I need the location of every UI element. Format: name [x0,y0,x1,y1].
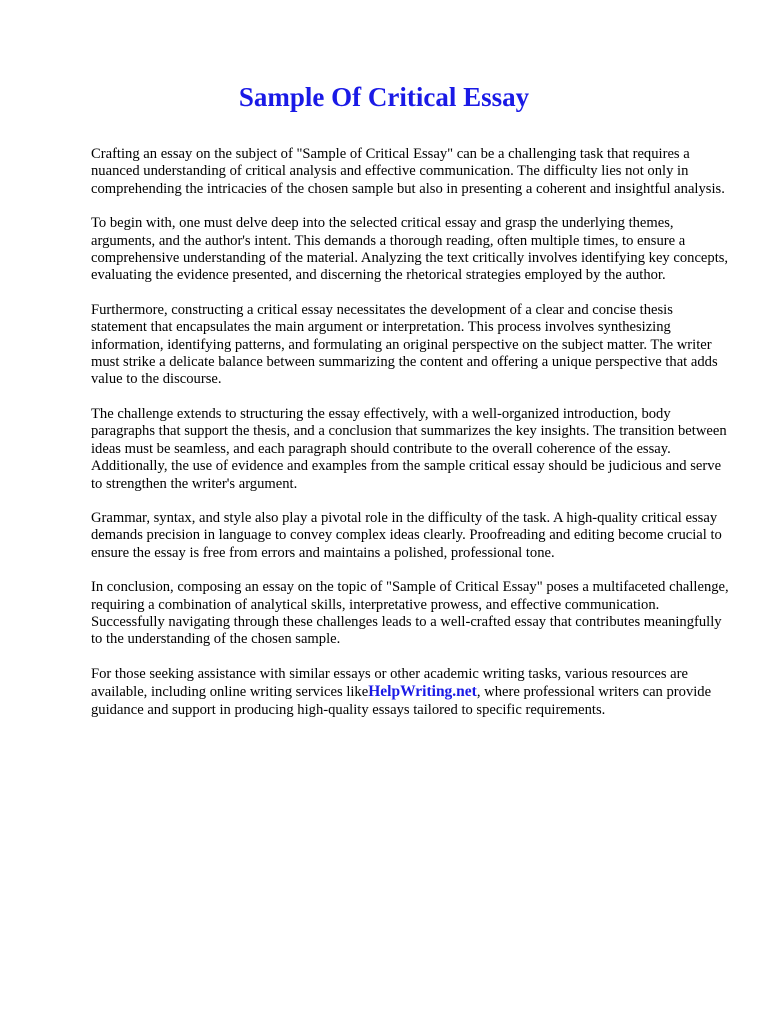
paragraph-5: Grammar, syntax, and style also play a pivotal role in the difficulty of the task. A high-quality critical essay demands precision in language to convey complex ideas clearly. Proofreading and editing become crucial to ensure the essay is free from errors and maintains a polished, professional tone. [91,509,722,561]
paragraph-7-after-link: , where professional writers can provide guidance and support in producing high-quality essays tailored to specific requirements. [91,684,712,718]
paragraph-6: In conclusion, composing an essay on the topic of "Sample of Critical Essay" poses a multifaceted challenge, requiring a combination of analytical skills, interpretative prowess, and effective communication. Successfully navigating through these challenges leads to a well-crafted essay that contributes meaningfully to the understanding of the chosen sample. [91,579,729,648]
page-title: Sample Of Critical Essay [238,82,530,112]
paragraph-3: Furthermore, constructing a critical essay necessitates the development of a clear and concise thesis statement that encapsulates the main argument or interpretation. This process involves synthesizing information, identifying patterns, and formulating an original perspective on the subject matter. The writer must strike a delicate balance between summarizing the content and offering a unique perspective that adds value to the discourse. [91,301,718,388]
essay-body [91,146,731,736]
paragraph-4: The challenge extends to structuring the essay effectively, with a well-organized introduction, body paragraphs that support the thesis, and a conclusion that summarizes the key insights. The transition between ideas must be seamless, and each paragraph should contribute to the overall coherence of the essay. Additionally, the use of evidence and examples from the sample critical essay should be judicious and serve to strengthen the writer's argument. [91,405,727,492]
paragraph-1: Crafting an essay on the subject of "Sample of Critical Essay" can be a challenging task that requires a nuanced understanding of critical analysis and effective communication. The difficulty lies not only in comprehending the intricacies of the chosen sample but also in presenting a coherent and insightful analysis. [91,146,725,197]
paragraph-7 [91,666,731,719]
paragraph-7-before-link: For those seeking assistance with similar essays or other academic writing tasks, various resources are available, including online writing services like [91,665,688,701]
helpwriting-link[interactable]: HelpWriting.net [368,683,477,701]
paragraph-2: To begin with, one must delve deep into the selected critical essay and grasp the underlying themes, arguments, and the author's intent. This demands a thorough reading, often multiple times, to ensure a comprehensive understanding of the material. Analyzing the text critically involves identifying key concepts, evaluating the evidence presented, and discerning the rhetorical strategies employed by the author. [91,215,729,284]
